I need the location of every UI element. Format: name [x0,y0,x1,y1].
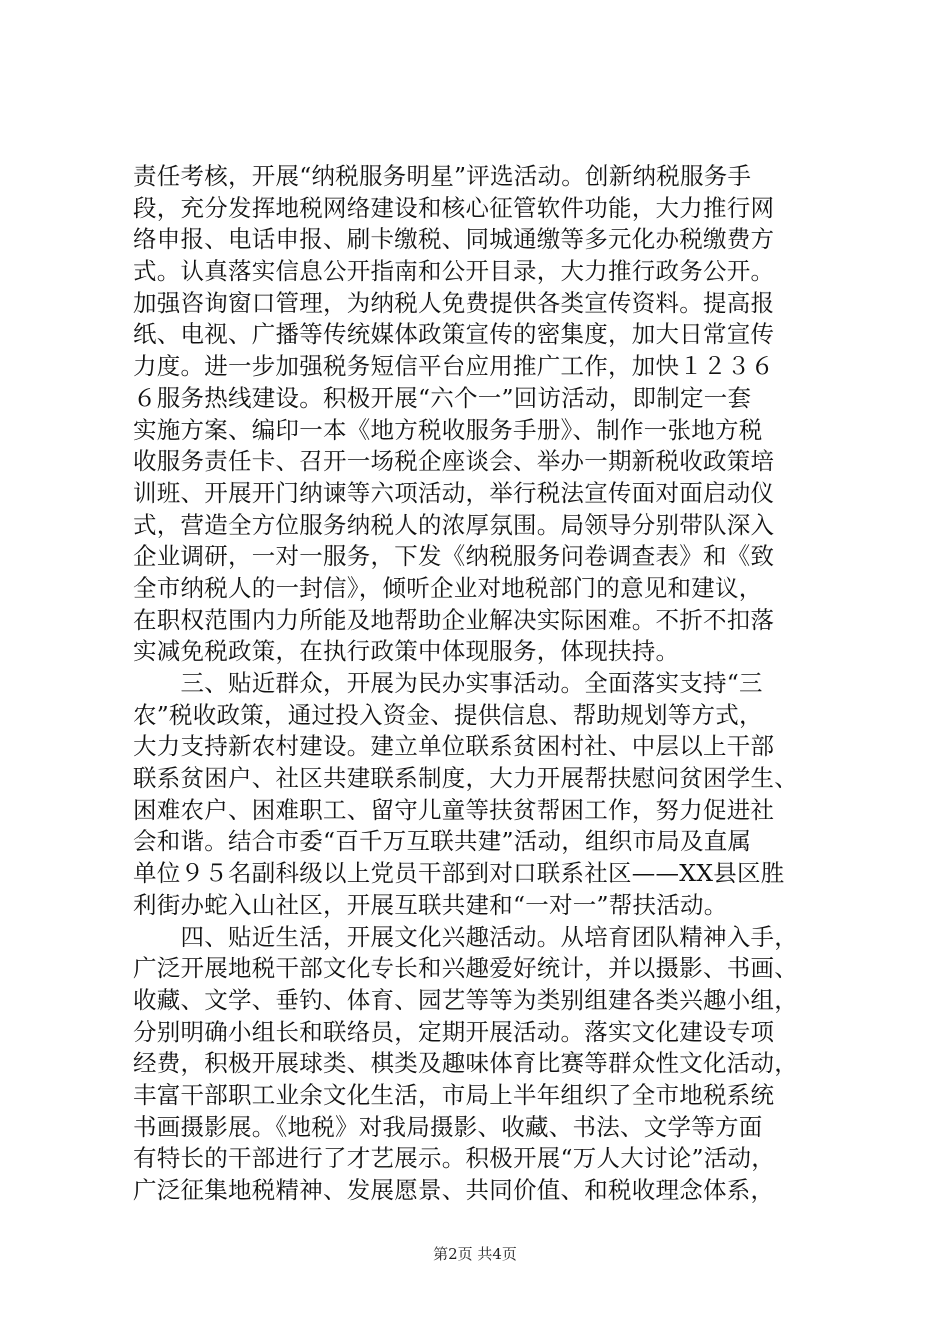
text-line: 力度。进一步加强税务短信平台应用推广工作，加快１２３６ [133,352,775,381]
text-line: 有特长的干部进行了才艺展示。积极开展“万人大讨论”活动， [133,1144,776,1173]
text-line: 广泛开展地税干部文化专长和兴趣爱好统计，并以摄影、书画、 [133,954,798,983]
text-line: 式，营造全方位服务纳税人的浓厚氛围。局领导分别带队深入 [133,510,775,539]
text-line: 利街办蛇入山社区，开展互联共建和“一对一”帮扶活动。 [133,890,728,919]
text-line: 全市纳税人的一封信》，倾听企业对地税部门的意见和建议， [133,573,763,602]
text-line: 纸、电视、广播等传统媒体政策宣传的密集度，加大日常宣传 [133,320,775,349]
text-line: 收服务责任卡、召开一场税企座谈会、举办一期新税收政策培 [133,447,775,476]
text-line: 丰富干部职工业余文化生活，市局上半年组织了全市地税系统 [133,1080,775,1109]
text-line: 大力支持新农村建设。建立单位联系贫困村社、中层以上干部 [133,732,775,761]
text-line: 书画摄影展。《地税》对我局摄影、收藏、书法、文学等方面 [133,1112,763,1141]
text-line: 三、贴近群众，开展为民办实事活动。全面落实支持“三 [133,669,763,697]
text-line: 四、贴近生活，开展文化兴趣活动。从培育团队精神入手， [133,922,798,951]
text-line: 经费，积极开展球类、棋类及趣味体育比赛等群众性文化活动， [133,1049,798,1078]
body-text [133,161,833,1207]
text-line: 实减免税政策，在执行政策中体现服务，体现扶持。 [133,637,680,666]
text-line: 单位９５名副科级以上党员干部到对口联系社区——XX县区胜 [133,859,785,888]
text-line: 实施方案、编印一本《地方税收服务手册》、制作一张地方税 [133,415,763,444]
text-line: 络申报、电话申报、刷卡缴税、同城通缴等多元化办税缴费方 [133,225,775,254]
text-line: 农”税收政策，通过投入资金、提供信息、帮助规划等方式， [133,700,763,729]
text-line: 企业调研，一对一服务，下发《纳税服务问卷调查表》和《致 [133,542,775,571]
text-line: 会和谐。结合市委“百千万互联共建”活动，组织市局及直属 [133,827,752,856]
text-line: 式。认真落实信息公开指南和公开目录，大力推行政务公开。 [133,257,775,286]
text-line: 广泛征集地税精神、发展愿景、共同价值、和税收理念体系， [133,1176,775,1204]
text-line: 责任考核，开展“纳税服务明星”评选活动。创新纳税服务手 [133,162,752,190]
text-line: 联系贫困户、社区共建联系制度，大力开展帮扶慰问贫困学生、 [133,764,798,793]
text-line: ６服务热线建设。积极开展“六个一”回访活动，即制定一套 [133,383,752,412]
text-line: 训班、开展开门纳谏等六项活动，举行税法宣传面对面启动仪 [133,478,775,507]
page-number-footer: 第2页 共4页 [433,1245,517,1263]
text-line: 段，充分发挥地税网络建设和核心征管软件功能，大力推行网 [133,193,775,222]
text-line: 收藏、文学、垂钓、体育、园艺等等为类别组建各类兴趣小组， [133,985,798,1014]
text-line: 加强咨询窗口管理，为纳税人免费提供各类宣传资料。提高报 [133,288,775,317]
text-line: 困难农户、困难职工、留守儿童等扶贫帮困工作，努力促进社 [133,795,775,824]
text-line: 分别明确小组长和联络员，定期开展活动。落实文化建设专项 [133,1017,775,1046]
text-line: 在职权范围内力所能及地帮助企业解决实际困难。不折不扣落 [133,605,775,634]
